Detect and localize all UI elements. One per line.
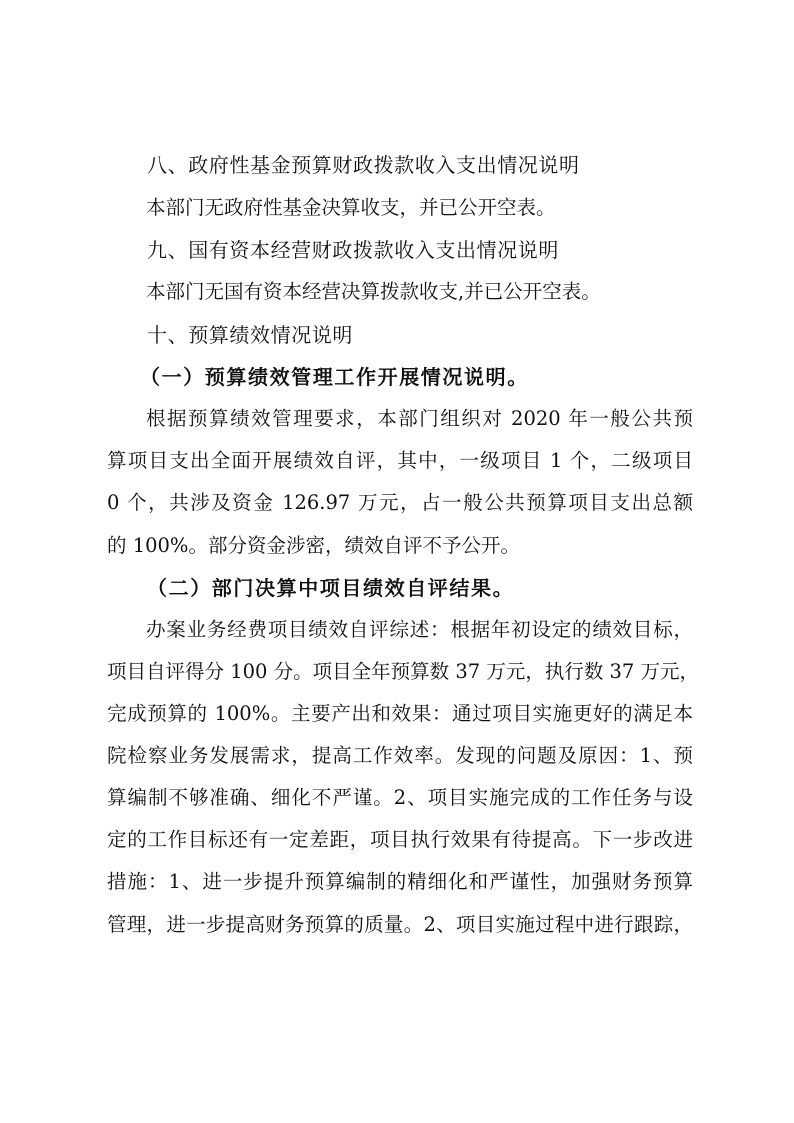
subsection-1-title: （一）预算绩效管理工作开展情况说明。 xyxy=(140,365,529,389)
paragraph-2-line: 算编制不够准确、细化不严谨。2、项目实施完成的工作任务与设 xyxy=(107,786,693,809)
section-8-heading: 八、政府性基金预算财政拨款收入支出情况说明 xyxy=(147,153,580,177)
paragraph-1-line: 0 个，共涉及资金 126.97 万元，占一般公共预算项目支出总额 xyxy=(107,491,693,514)
section-9-text: 本部门无国有资本经营决算拨款收支,并已公开空表。 xyxy=(146,280,601,303)
paragraph-1-line: 算项目支出全面开展绩效自评，其中，一级项目 1 个，二级项目 xyxy=(107,449,693,472)
paragraph-2-line: 完成预算的 100%。主要产出和效果：通过项目实施更好的满足本 xyxy=(107,702,693,725)
paragraph-2-line: 措施：1、进一步提升预算编制的精细化和严谨性，加强财务预算 xyxy=(107,870,693,893)
paragraph-2-line: 办案业务经费项目绩效自评综述：根据年初设定的绩效目标， xyxy=(146,618,693,641)
section-10-heading: 十、预算绩效情况说明 xyxy=(147,323,353,347)
paragraph-2-line: 管理，进一步提高财务预算的质量。2、项目实施过程中进行跟踪， xyxy=(107,913,693,936)
paragraph-1-line: 根据预算绩效管理要求，本部门组织对 2020 年一般公共预 xyxy=(146,407,693,430)
paragraph-2-line: 院检察业务发展需求，提高工作效率。发现的问题及原因：1、预 xyxy=(107,744,693,767)
paragraph-2-line: 项目自评得分 100 分。项目全年预算数 37 万元，执行数 37 万元， xyxy=(107,660,700,683)
paragraph-1-line: 的 100%。部分资金涉密，绩效自评不予公开。 xyxy=(107,534,520,557)
subsection-2-title: （二）部门决算中项目绩效自评结果。 xyxy=(147,576,515,600)
section-8-text: 本部门无政府性基金决算收支，并已公开空表。 xyxy=(146,196,556,219)
section-9-heading: 九、国有资本经营财政拨款收入支出情况说明 xyxy=(147,238,559,262)
paragraph-2-line: 定的工作目标还有一定差距，项目执行效果有待提高。下一步改进 xyxy=(107,828,693,851)
